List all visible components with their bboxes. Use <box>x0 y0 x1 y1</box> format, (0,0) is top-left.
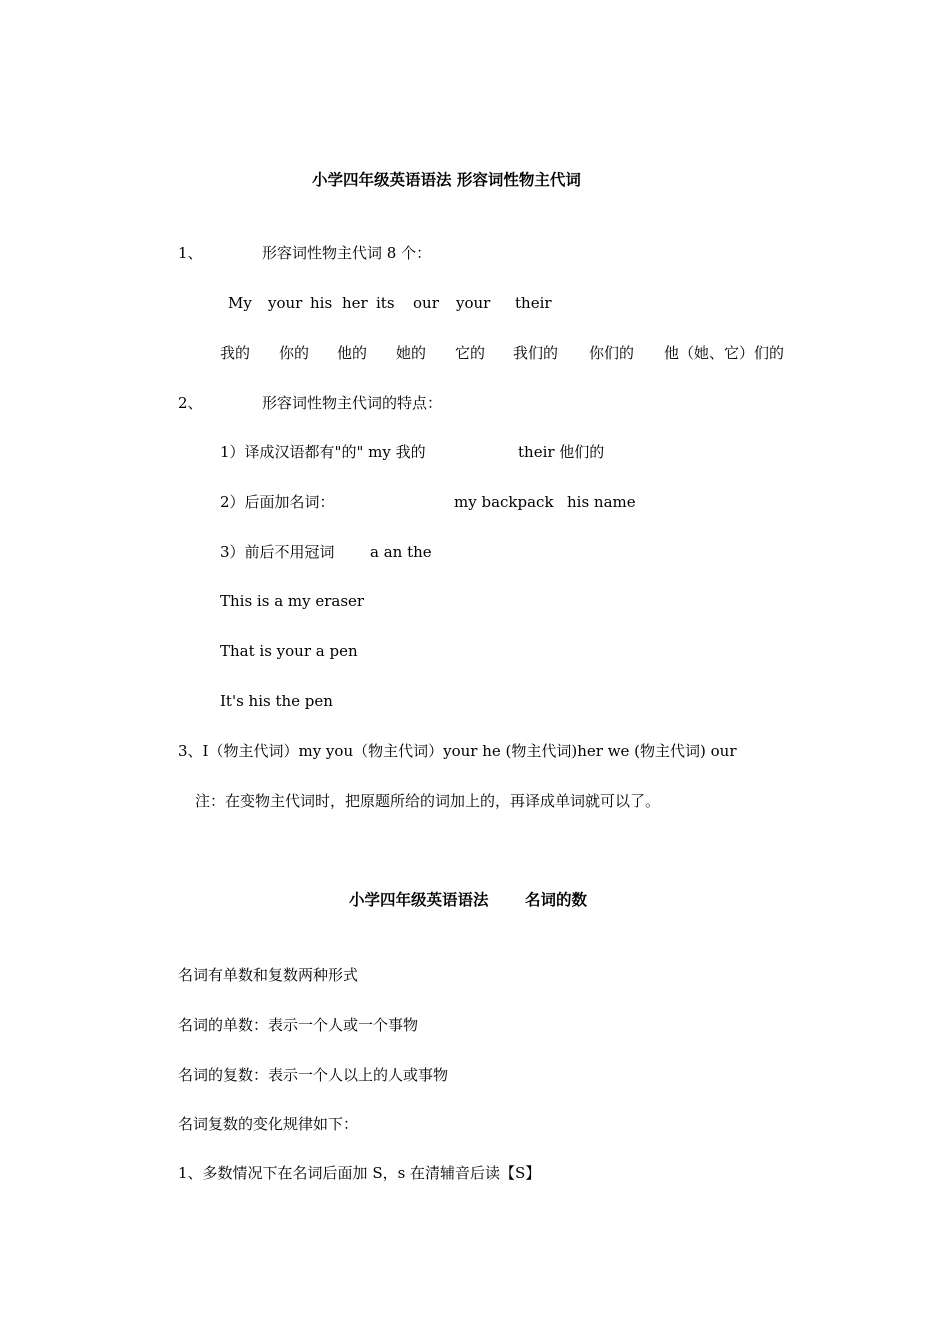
pronoun-translation: 你的 <box>279 344 310 362</box>
pronoun-word: her <box>342 294 368 312</box>
feature3-examples: a an the <box>370 543 432 561</box>
english-pronoun-row <box>0 293 950 313</box>
feature1-label: 1）译成汉语都有"的" my 我的 <box>220 443 426 461</box>
pronoun-word: your <box>268 294 303 312</box>
pronoun-word: his <box>310 294 333 312</box>
pronoun-word: our <box>413 294 439 312</box>
paragraph-line: 1、多数情况下在名词后面加 S，s 在清辅音后读【S】 <box>178 1164 541 1182</box>
note-text: 注：在变物主代词时，把原题所给的词加上的，再译成单词就可以了。 <box>195 792 661 810</box>
paragraph-line: 名词复数的变化规律如下： <box>178 1115 359 1133</box>
pronoun-translation: 我的 <box>220 344 251 362</box>
pronoun-translation: 它的 <box>455 344 486 362</box>
feature2-example: my backpack <box>454 493 554 511</box>
pronoun-word: their <box>515 294 552 312</box>
pronoun-translation: 她的 <box>396 344 427 362</box>
feature2-example: his name <box>567 493 636 511</box>
section1-title: 小学四年级英语语法 形容词性物主代词 <box>312 170 581 189</box>
item1-text: 形容词性物主代词 8 个： <box>262 244 432 262</box>
pronoun-word: your <box>456 294 491 312</box>
feature1-example: their 他们的 <box>518 443 605 461</box>
pronoun-word: My <box>228 294 252 312</box>
item1-number: 1、 <box>178 244 203 262</box>
feature3-label: 3）前后不用冠词 <box>220 543 335 561</box>
pronoun-translation: 他（她、它）们的 <box>664 344 785 362</box>
pronoun-translation: 我们的 <box>513 344 559 362</box>
wrong-example: This is a my eraser <box>220 592 365 610</box>
paragraph-line: 名词有单数和复数两种形式 <box>178 966 359 984</box>
item3-text: 3、I（物主代词）my you（物主代词）your he (物主代词)her we (物主代词) our <box>178 742 737 760</box>
wrong-example: That is your a pen <box>220 642 358 660</box>
pronoun-translation: 你们的 <box>589 344 635 362</box>
paragraph-line: 名词的复数：表示一个人以上的人或事物 <box>178 1066 449 1084</box>
wrong-example: It's his the pen <box>220 692 333 710</box>
section2-title-left: 小学四年级英语语法 <box>349 890 489 909</box>
item2-text: 形容词性物主代词的特点： <box>262 394 443 412</box>
section2-title-right: 名词的数 <box>525 890 588 909</box>
pronoun-translation: 他的 <box>337 344 368 362</box>
paragraph-line: 名词的单数：表示一个人或一个事物 <box>178 1016 419 1034</box>
pronoun-word: its <box>376 294 395 312</box>
feature2-label: 2）后面加名词： <box>220 493 335 511</box>
item2-number: 2、 <box>178 394 203 412</box>
chinese-pronoun-row <box>0 343 950 363</box>
